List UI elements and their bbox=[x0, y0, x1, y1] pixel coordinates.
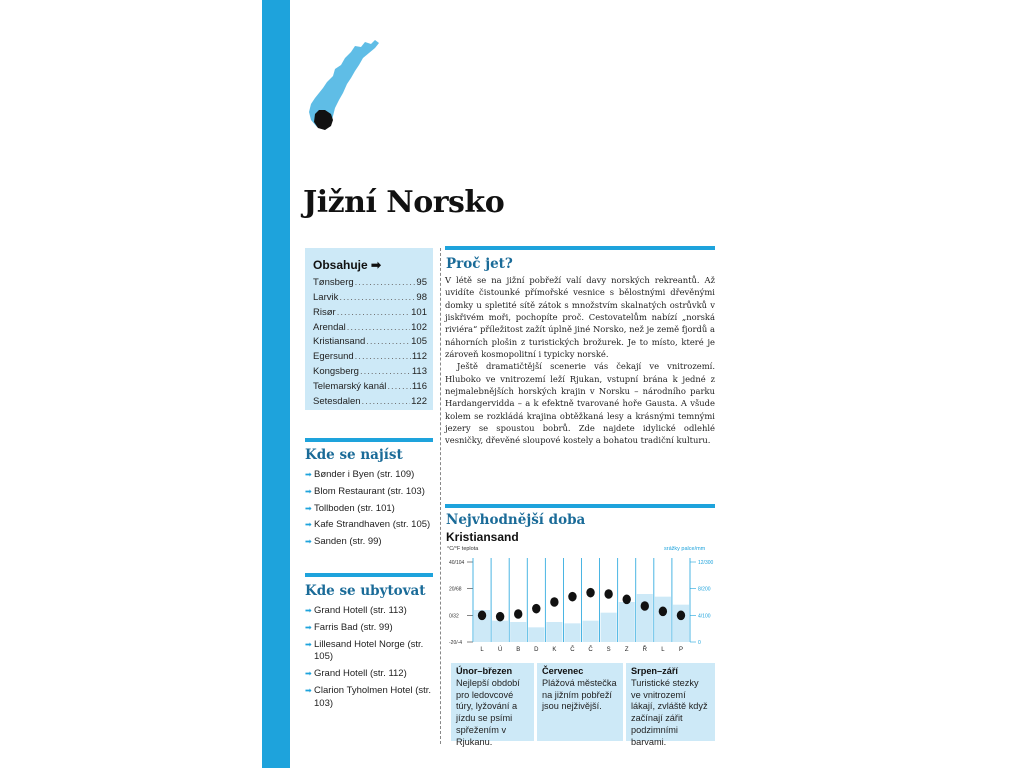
rain-bar bbox=[564, 623, 580, 642]
eat-item-text: Bønder i Byen (str. 109) bbox=[314, 469, 415, 480]
temp-point bbox=[532, 604, 540, 614]
arrow-icon: ➡ bbox=[305, 685, 312, 695]
temp-tick-label: 20/68 bbox=[449, 586, 462, 593]
rain-tick-label: 8/200 bbox=[698, 586, 711, 593]
contents-item[interactable] bbox=[313, 288, 427, 303]
stay-title: Kde se ubytovat bbox=[305, 583, 426, 599]
arrow-icon: ➡ bbox=[305, 503, 312, 513]
info-term: Červenec bbox=[542, 666, 584, 676]
contents-leader bbox=[360, 366, 411, 377]
month-label: Z bbox=[624, 647, 629, 653]
contents-item[interactable] bbox=[313, 377, 427, 392]
arrow-icon: ➡ bbox=[305, 470, 312, 479]
contents-item[interactable] bbox=[313, 347, 427, 362]
info-text: Turistické stezky ve vnitrozemí lákají, zvláště když začínají zářit podzimními barvami. bbox=[631, 677, 708, 747]
section-rule bbox=[445, 504, 715, 508]
rain-bar bbox=[510, 622, 526, 642]
stay-item[interactable] bbox=[305, 685, 435, 711]
contents-heading: Obsahuje ➡ bbox=[313, 258, 382, 272]
eat-item-text: Kafe Strandhaven (str. 105) bbox=[314, 519, 431, 531]
info-box bbox=[626, 663, 715, 747]
contents-item-name: Setesdalen bbox=[313, 396, 361, 408]
norway-locator-map bbox=[305, 38, 383, 134]
contents-item[interactable] bbox=[313, 318, 427, 333]
column-divider bbox=[440, 248, 441, 744]
eat-item[interactable] bbox=[305, 536, 435, 549]
month-label: B bbox=[516, 647, 521, 653]
eat-item[interactable] bbox=[305, 486, 435, 499]
contents-leader bbox=[337, 307, 410, 318]
contents-item-page: 105 bbox=[411, 336, 427, 348]
rain-tick-label: 0 bbox=[698, 640, 701, 646]
contents-item-name: Risør bbox=[313, 306, 336, 318]
arrow-icon: ➡ bbox=[305, 606, 312, 615]
contents-item-page: 112 bbox=[411, 351, 427, 363]
contents-item-page: 122 bbox=[411, 396, 427, 408]
info-term: Únor–březen bbox=[456, 666, 513, 676]
contents-item-page: 98 bbox=[416, 291, 427, 303]
month-label: Ř bbox=[642, 647, 647, 653]
rain-bar bbox=[601, 613, 617, 642]
why-paragraph: V létě se na jižní pobřeží valí davy norských rekreantů. Až uvidíte čistounké přímořské vesnice s bělostnými dřevěnými domky u spletité sítě zátok s množstvím skalnatých ostrůvků v jiskřivém moři, pochopíte proč. Cestovatelům nabízí „norská riviéra“ příležitost zažít úplně jiné Norsko, než je země fjordů a náhorních plošin z turistických brožurek. Je to místo, které je zároveň kosmopolitní i typicky norské. bbox=[445, 275, 715, 360]
contents-item-name: Tønsberg bbox=[313, 276, 354, 288]
stay-item[interactable] bbox=[305, 622, 435, 635]
eat-item-text: Blom Restaurant (str. 103) bbox=[314, 485, 425, 497]
month-label: Č bbox=[570, 647, 575, 653]
contents-leader bbox=[355, 351, 411, 362]
why-body bbox=[445, 274, 715, 447]
month-label: S bbox=[606, 647, 611, 653]
temp-point bbox=[550, 597, 558, 607]
contents-box bbox=[305, 248, 433, 410]
stay-item-text: Lillesand Hotel Norge (str. 105) bbox=[314, 638, 424, 663]
rain-bar bbox=[583, 621, 599, 642]
contents-item-page: 101 bbox=[411, 306, 427, 318]
temp-point bbox=[496, 612, 504, 622]
contents-item[interactable] bbox=[313, 333, 427, 348]
city-name: Kristiansand bbox=[446, 530, 519, 544]
month-label: L bbox=[661, 647, 665, 653]
contents-leader bbox=[366, 336, 410, 347]
contents-item-name: Larvik bbox=[313, 291, 339, 303]
rain-bar bbox=[546, 622, 562, 642]
stay-item-text: Clarion Tyholmen Hotel (str. 103) bbox=[314, 684, 432, 709]
arrow-icon: ➡ bbox=[305, 622, 312, 632]
eat-title: Kde se najíst bbox=[305, 447, 403, 463]
contents-item[interactable] bbox=[313, 303, 427, 318]
contents-item-name: Kongsberg bbox=[313, 366, 359, 378]
rain-tick-label: 12/300 bbox=[698, 560, 714, 566]
stay-item[interactable] bbox=[305, 605, 435, 618]
eat-item[interactable] bbox=[305, 469, 435, 482]
contents-leader bbox=[355, 277, 416, 288]
contents-item-name: Egersund bbox=[313, 351, 354, 363]
arrow-icon: ➡ bbox=[305, 520, 312, 530]
temp-point bbox=[568, 592, 576, 602]
info-term: Srpen–září bbox=[631, 666, 678, 676]
contents-item-name: Kristiansand bbox=[313, 336, 366, 348]
eat-item[interactable] bbox=[305, 519, 435, 532]
arrow-icon: ➡ bbox=[305, 537, 312, 547]
info-text: Plážová městečka na jižním pobřeží jsou nejživější. bbox=[542, 677, 617, 712]
stay-item[interactable] bbox=[305, 639, 435, 665]
side-color-bar bbox=[262, 0, 290, 768]
contents-item[interactable] bbox=[313, 362, 427, 377]
contents-item-page: 116 bbox=[411, 381, 427, 393]
rain-bar bbox=[619, 602, 635, 642]
contents-leader bbox=[362, 396, 411, 407]
contents-leader bbox=[387, 381, 410, 392]
section-rule bbox=[305, 573, 433, 577]
page-title: Jižní Norsko bbox=[303, 185, 505, 220]
temp-point bbox=[514, 609, 522, 619]
why-title: Proč jet? bbox=[446, 256, 513, 272]
eat-item-text: Tollboden (str. 101) bbox=[314, 502, 395, 514]
why-paragraph: Ještě dramatičtější scenerie vás čekají ve vnitrozemí. Hluboko ve vnitrozemí leží Rjukan, vstupní brána k jedné z nejmalebnějších horských krajin v Norsku – národního parku Hardangervidda – a k efektně tvarované hoře Gausta. A všude kolem se rozkládá krajina obtěžkaná lesy a krásnými temnými jezery se spoustou bobrů. Zde najdete idylické odlehlé vesničky, dřevěné sloupové kostely a bohatou tradiční kulturu. bbox=[445, 361, 715, 446]
section-rule bbox=[305, 438, 433, 442]
arrow-icon: ➡ bbox=[305, 669, 312, 679]
month-label: L bbox=[480, 647, 484, 653]
contents-item-page: 113 bbox=[411, 366, 427, 378]
rain-tick-label: 4/100 bbox=[698, 613, 711, 620]
contents-item[interactable] bbox=[313, 273, 427, 288]
best-time-title: Nejvhodnější doba bbox=[446, 512, 586, 528]
temp-point bbox=[604, 589, 612, 599]
eat-item[interactable] bbox=[305, 503, 435, 516]
temp-point bbox=[478, 611, 486, 621]
info-text: Nejlepší období pro ledovcové túry, lyžování a jízdu se psími spřežením v Rjukanu. bbox=[456, 677, 520, 747]
contents-item-name: Telemarský kanál bbox=[313, 381, 387, 393]
temp-axis-label: °C/°F teplota bbox=[447, 546, 479, 552]
month-label: Č bbox=[588, 647, 593, 653]
stay-item-text: Grand Hotell (str. 113) bbox=[314, 605, 407, 616]
contents-leader bbox=[347, 322, 410, 333]
eat-list bbox=[305, 469, 435, 553]
temp-point bbox=[586, 588, 594, 598]
arrow-icon: ➡ bbox=[305, 486, 312, 496]
contents-list bbox=[313, 273, 427, 407]
temp-point bbox=[623, 595, 631, 605]
contents-item-page: 95 bbox=[416, 276, 427, 288]
info-box bbox=[451, 663, 534, 747]
contents-leader bbox=[339, 292, 415, 303]
contents-item-page: 102 bbox=[411, 321, 427, 333]
info-box bbox=[537, 663, 623, 741]
eat-item-text: Sanden (str. 99) bbox=[314, 536, 382, 548]
section-rule bbox=[445, 246, 715, 250]
month-label: P bbox=[678, 647, 683, 653]
temp-tick-label: -20/-4 bbox=[449, 640, 463, 646]
rain-bar bbox=[492, 621, 508, 642]
temp-point bbox=[677, 611, 685, 621]
temp-point bbox=[641, 601, 649, 611]
rain-axis-label: srážky palce/mm bbox=[664, 546, 706, 552]
rain-bar bbox=[528, 627, 544, 642]
climate-chart bbox=[445, 545, 715, 657]
month-label: K bbox=[552, 647, 557, 653]
arrow-icon: ➡ bbox=[305, 639, 312, 649]
month-label: Ú bbox=[497, 647, 503, 653]
stay-item-text: Grand Hotell (str. 112) bbox=[314, 668, 407, 680]
stay-item[interactable] bbox=[305, 668, 435, 681]
rain-bar bbox=[673, 605, 689, 642]
rain-bar bbox=[655, 597, 671, 642]
temp-tick-label: 0/32 bbox=[449, 613, 459, 620]
stay-list bbox=[305, 605, 435, 715]
temp-tick-label: 40/104 bbox=[449, 560, 465, 566]
stay-item-text: Farris Bad (str. 99) bbox=[314, 621, 393, 633]
contents-item[interactable] bbox=[313, 392, 427, 407]
contents-item-name: Arendal bbox=[313, 321, 346, 333]
temp-point bbox=[659, 607, 667, 617]
month-label: D bbox=[534, 647, 539, 653]
